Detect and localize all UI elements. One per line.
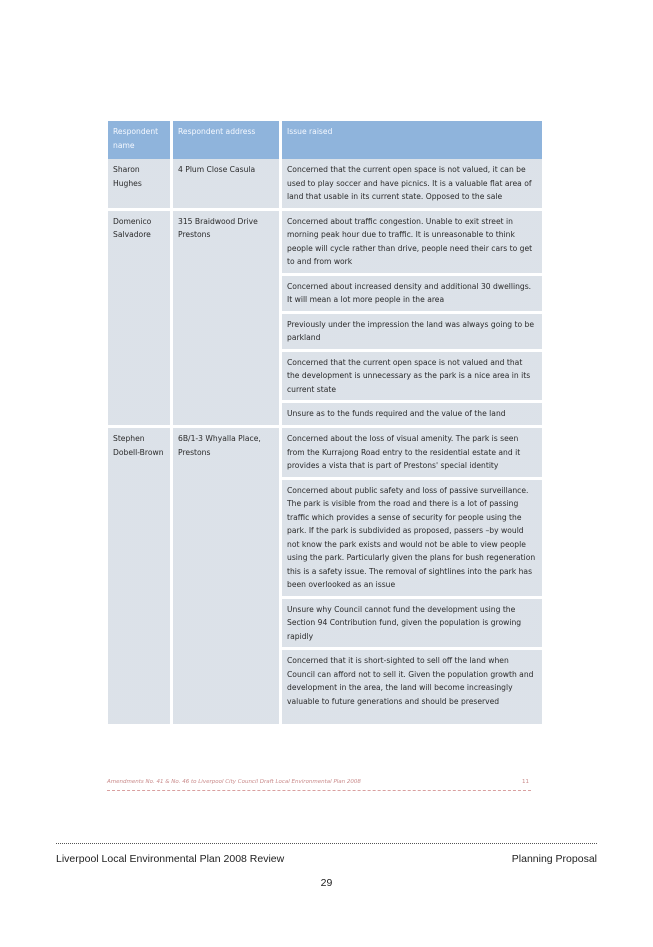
- header-issue-raised: Issue raised: [282, 121, 542, 159]
- respondent-address: 6B/1-3 Whyalla Place, Prestons: [173, 428, 282, 727]
- issue-cell: Concerned about public safety and loss of passive surveillance. The park is visible from the road and there is a lot of passing traffic which provides a sense of security for people using the park. If the park is subdivided as proposed, passers –by would not know the park exists and would not be able to view people using the park. Particularly given the plans for bush regeneration this is a safety issue. The removal of sightlines into the park has been overlooked as an issue: [282, 480, 542, 599]
- issue-cell: Concerned that the current open space is not valued and that the development is unnecessary as the park is a nice area in its current state: [282, 352, 542, 404]
- submissions-table: [108, 121, 542, 727]
- issue-cell: Concerned about the loss of visual amenity. The park is seen from the Kurrajong Road entry to the residential estate and it provides a vista that is part of Prestons' special identity: [282, 428, 542, 480]
- respondent-name: Sharon Hughes: [108, 159, 173, 211]
- respondent-address: 315 Braidwood Drive Prestons: [173, 211, 282, 429]
- issue-cell: Concerned about increased density and additional 30 dwellings. It will mean a lot more people in the area: [282, 276, 542, 314]
- table-row: [108, 211, 542, 276]
- inner-footer-text: Amendments No. 41 & No. 46 to Liverpool City Council Draft Local Environmental Plan 2008: [107, 779, 361, 785]
- respondent-name: Stephen Dobell-Brown: [108, 428, 173, 727]
- table-header-row: [108, 121, 542, 159]
- issue-cell: Concerned that the current open space is not valued, it can be used to play soccer and have picnics. It is a valuable flat area of land that usable in its current state. Opposed to the sale: [282, 159, 542, 211]
- table-row: [108, 159, 542, 211]
- footer-divider: [56, 843, 597, 844]
- issue-cell: Concerned that it is short-sighted to sell off the land when Council can afford not to sell it. Given the population growth and development in the area, the land will become increasingly valuable to future generations and should be preserved: [282, 650, 542, 727]
- inner-footer-page: 11: [522, 779, 529, 785]
- issue-cell: Previously under the impression the land was always going to be parkland: [282, 314, 542, 352]
- submissions-table-container: [108, 121, 542, 727]
- footer-document-title: Liverpool Local Environmental Plan 2008 Review: [56, 853, 285, 865]
- issue-cell: Unsure why Council cannot fund the development using the Section 94 Contribution fund, given the population is growing rapidly: [282, 599, 542, 651]
- inner-document-footer: [107, 779, 531, 791]
- respondent-address: 4 Plum Close Casula: [173, 159, 282, 211]
- respondent-name: Domenico Salvadore: [108, 211, 173, 429]
- issue-cell: Unsure as to the funds required and the value of the land: [282, 403, 542, 428]
- table-row: [108, 428, 542, 480]
- issue-cell: Concerned about traffic congestion. Unable to exit street in morning peak hour due to traffic. It is unreasonable to think people will cycle rather than drive, people need their cars to get to and from work: [282, 211, 542, 276]
- header-respondent-address: Respondent address: [173, 121, 282, 159]
- header-respondent-name: Respondent name: [108, 121, 173, 159]
- footer-document-type: Planning Proposal: [511, 853, 597, 865]
- page-number: 29: [320, 877, 333, 889]
